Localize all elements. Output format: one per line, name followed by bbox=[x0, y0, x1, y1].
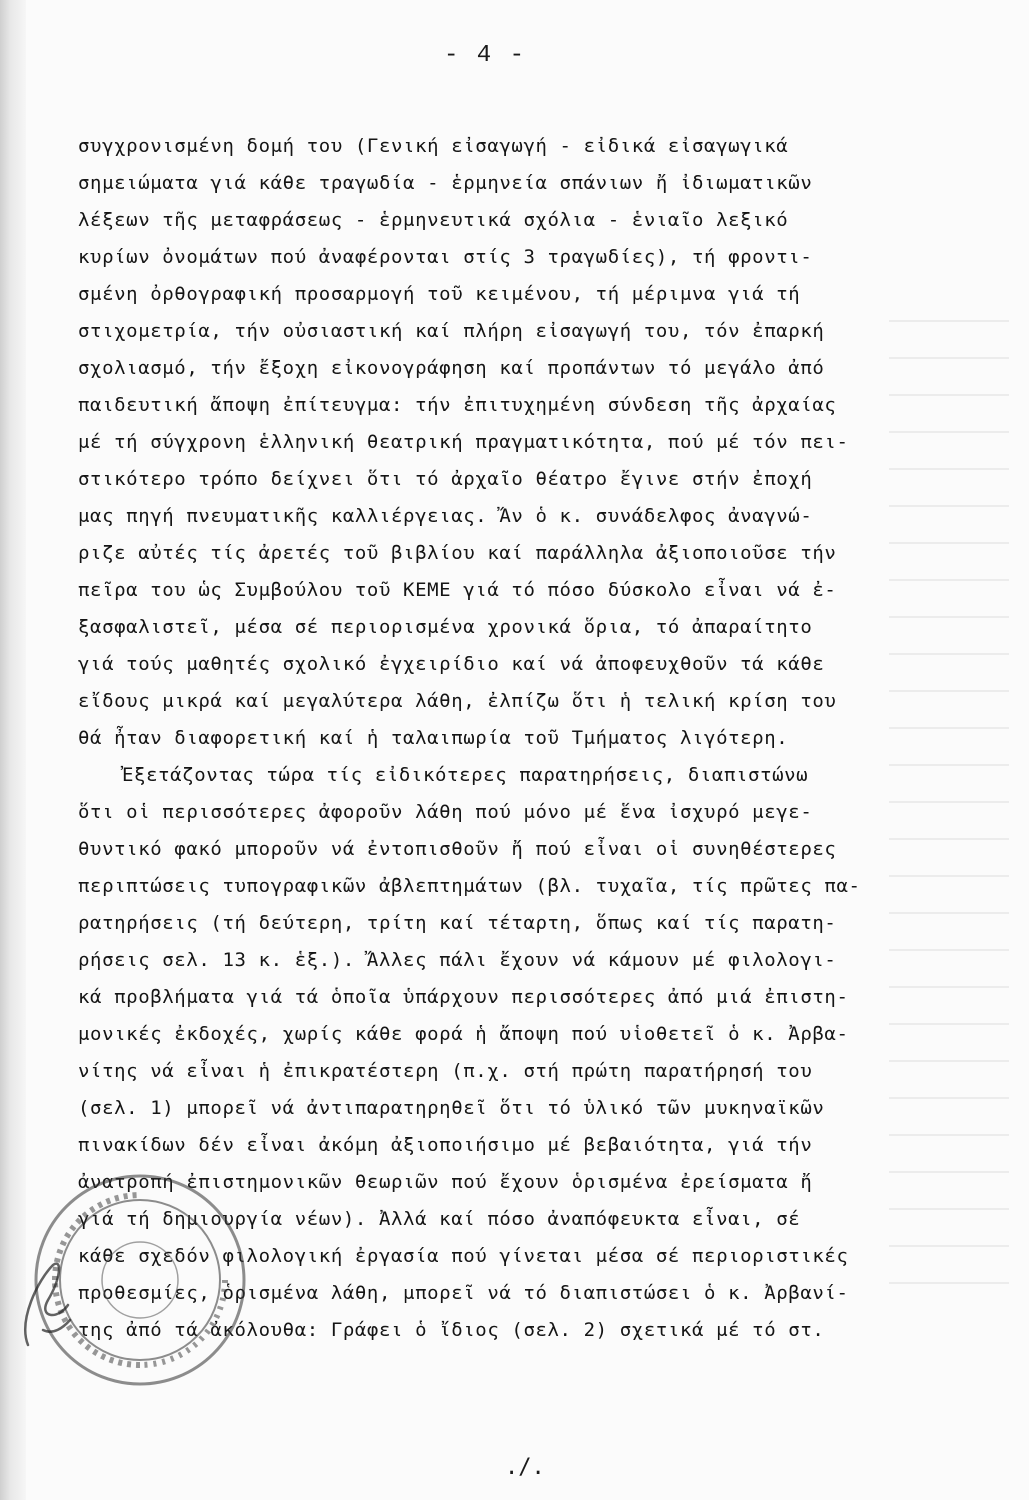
text-line: στιχομετρία, τήν οὐσιαστική καί πλήρη εἰσαγωγή του, τόν ἐπαρκή bbox=[78, 320, 825, 342]
paragraph-start-line: Ἐξετάζοντας τώρα τίς εἰδικότερες παρατηρήσεις, διαπιστώνω bbox=[122, 764, 809, 786]
text-line: (σελ. 1) μπορεῖ νά ἀντιπαρατηρηθεῖ ὅτι τό ὑλικό τῶν μυκηναϊκῶν bbox=[78, 1097, 825, 1119]
text-line: μας πηγή πνευματικῆς καλλιέργειας. Ἄν ὁ κ. συνάδελφος ἀναγνώ- bbox=[78, 505, 813, 527]
text-line: εἴδους μικρά καί μεγαλύτερα λάθη, ἐλπίζω ὅτι ἡ τελική κρίση του bbox=[78, 690, 837, 712]
text-line: περιπτώσεις τυπογραφικῶν ἀβλεπτημάτων (βλ. τυχαῖα, τίς πρῶτες πα- bbox=[78, 875, 861, 897]
text-line: σχολιασμό, τήν ἔξοχη εἰκονογράφηση καί προπάντων τό μεγάλο ἀπό bbox=[78, 357, 825, 379]
text-line: κάθε σχεδόν φιλολογική ἐργασία πού γίνεται μέσα σέ περιοριστικές bbox=[78, 1245, 849, 1267]
text-line: προθεσμίες, ὁρισμένα λάθη, μπορεῖ νά τό διαπιστώσει ὁ κ. Ἀρβανί- bbox=[78, 1282, 849, 1304]
text-line: της ἀπό τά ἀκόλουθα: Γράφει ὁ ἴδιος (σελ. 2) σχετικά μέ τό στ. bbox=[78, 1319, 825, 1341]
text-line: γιά τούς μαθητές σχολικό ἐγχειρίδιο καί νά ἀποφευχθοῦν τά κάθε bbox=[78, 653, 825, 675]
text-line: συγχρονισμένη δομή του (Γενική εἰσαγωγή - εἰδικά εἰσαγωγικά bbox=[78, 135, 789, 157]
text-line: κυρίων ὀνομάτων πού ἀναφέρονται στίς 3 τραγωδίες), τή φροντι- bbox=[78, 246, 813, 268]
text-line: κά προβλήματα γιά τά ὁποῖα ὑπάρχουν περισσότερες ἀπό μιά ἐπιστη- bbox=[78, 986, 849, 1008]
text-line: θά ἦταν διαφορετική καί ἡ ταλαιπωρία τοῦ Τμήματος λιγότερη. bbox=[78, 727, 789, 749]
text-line: γιά τή δημιουργία νέων). Ἀλλά καί πόσο ἀναπόφευκτα εἶναι, σέ bbox=[78, 1208, 801, 1230]
body-text bbox=[78, 128, 978, 1349]
text-line: μέ τή σύγχρονη ἑλληνική θεατρική πραγματικότητα, πού μέ τόν πει- bbox=[78, 431, 849, 453]
text-line: ἀνατροπή ἐπιστημονικῶν θεωριῶν πού ἔχουν ὁρισμένα ἐρείσματα ἤ bbox=[78, 1171, 813, 1193]
text-line: θυντικό φακό μποροῦν νά ἐντοπισθοῦν ἤ πού εἶναι οἱ συνηθέστερες bbox=[78, 838, 837, 860]
text-line: σημειώματα γιά κάθε τραγωδία - ἑρμηνεία σπάνιων ἤ ἰδιωματικῶν bbox=[78, 172, 813, 194]
text-line: ρήσεις σελ. 13 κ. ἑξ.). Ἄλλες πάλι ἔχουν νά κάμουν μέ φιλολογι- bbox=[78, 949, 837, 971]
page-number: - 4 - bbox=[443, 42, 526, 69]
text-line: ρατηρήσεις (τή δεύτερη, τρίτη καί τέταρτη, ὅπως καί τίς παρατη- bbox=[78, 912, 837, 934]
text-line: πεῖρα του ὡς Συμβούλου τοῦ ΚΕΜΕ γιά τό πόσο δύσκολο εἶναι νά ἐ- bbox=[78, 579, 837, 601]
text-line: σμένη ὀρθογραφική προσαρμογή τοῦ κειμένου, τή μέριμνα γιά τή bbox=[78, 283, 801, 305]
text-line: ριζε αὐτές τίς ἀρετές τοῦ βιβλίου καί παράλληλα ἀξιοποιοῦσε τήν bbox=[78, 542, 837, 564]
text-line: ξασφαλιστεῖ, μέσα σέ περιορισμένα χρονικά ὅρια, τό ἀπαραίτητο bbox=[78, 616, 813, 638]
handwritten-signature bbox=[8, 1250, 88, 1360]
text-line: πινακίδων δέν εἶναι ἀκόμη ἀξιοποιήσιμο μέ βεβαιότητα, γιά τήν bbox=[78, 1134, 813, 1156]
text-line: νίτης νά εἶναι ἡ ἐπικρατέστερη (π.χ. στή πρώτη παρατήρησή του bbox=[78, 1060, 813, 1082]
continuation-mark: ./. bbox=[505, 1455, 545, 1480]
text-line: ὅτι οἱ περισσότερες ἀφοροῦν λάθη πού μόνο μέ ἕνα ἰσχυρό μεγε- bbox=[78, 801, 813, 823]
text-line: μονικές ἐκδοχές, χωρίς κάθε φορά ἡ ἄποψη πού υἱοθετεῖ ὁ κ. Ἀρβα- bbox=[78, 1023, 849, 1045]
text-line: λέξεων τῆς μεταφράσεως - ἑρμηνευτικά σχόλια - ἑνιαῖο λεξικό bbox=[78, 209, 789, 231]
text-line: παιδευτική ἄποψη ἐπίτευγμα: τήν ἐπιτυχημένη σύνδεση τῆς ἀρχαίας bbox=[78, 394, 837, 416]
text-line: στικότερο τρόπο δείχνει ὅτι τό ἀρχαῖο θέατρο ἔγινε στήν ἐποχή bbox=[78, 468, 813, 490]
